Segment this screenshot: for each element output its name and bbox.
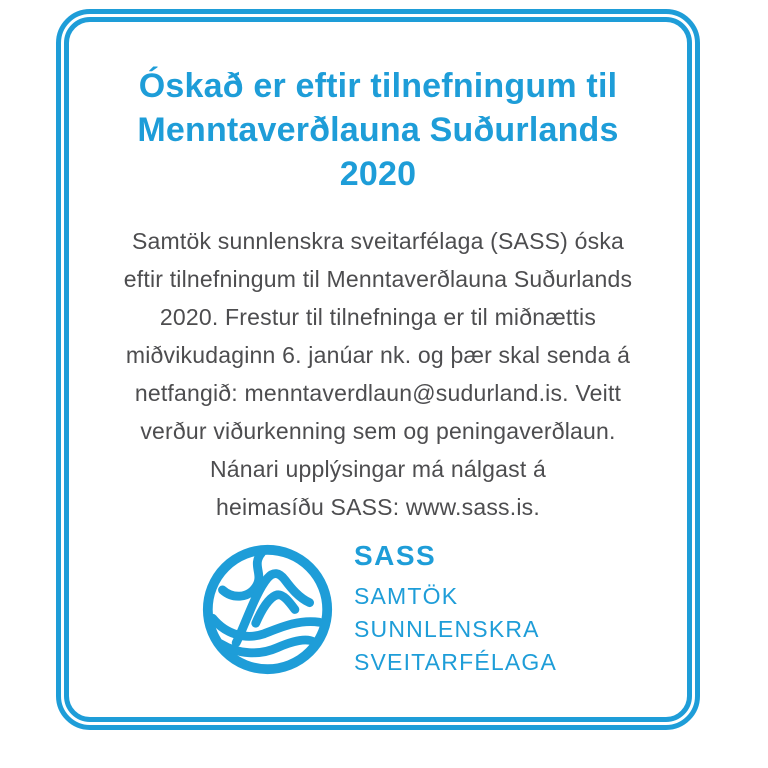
body-line: verður viðurkenning sem og peningaverðlaun. <box>140 418 616 444</box>
sass-logo <box>69 540 687 679</box>
body-line: eftir tilnefningum til Menntaverðlauna Suðurlands <box>123 266 633 292</box>
body-line: miðvikudaginn 6. janúar nk. og þær skal senda á <box>125 342 631 368</box>
body-line: netfangið: menntaverdlaun@sudurland.is. Veitt <box>134 380 622 406</box>
frame-outer-border <box>56 9 700 730</box>
page-title <box>79 64 677 196</box>
body-line: heimasíðu SASS: www.sass.is. <box>216 494 540 520</box>
logo-name-line: SVEITARFÉLAGA <box>353 649 558 675</box>
heading-line: Óskað er eftir tilnefningum til <box>138 67 618 105</box>
logo-name-line: SUNNLENSKRA <box>353 616 540 642</box>
logo-name-line: SAMTÖK <box>353 583 459 609</box>
heading-line: 2020 <box>339 155 417 193</box>
body-line: Samtök sunnlenskra sveitarfélaga (SASS) óska <box>131 228 625 254</box>
body-line: Nánari upplýsingar má nálgast á <box>209 456 547 482</box>
sass-logo-name <box>354 580 557 679</box>
sass-logo-text <box>354 540 557 679</box>
body-line: 2020. Frestur til tilnefninga er til miðnættis <box>159 304 597 330</box>
sass-logo-icon <box>199 541 336 678</box>
heading-line: Menntaverðlauna Suðurlands <box>137 111 619 149</box>
frame-inner-border <box>64 17 692 722</box>
announcement-body <box>69 222 687 526</box>
sass-logo-acronym: SASS <box>353 540 437 571</box>
